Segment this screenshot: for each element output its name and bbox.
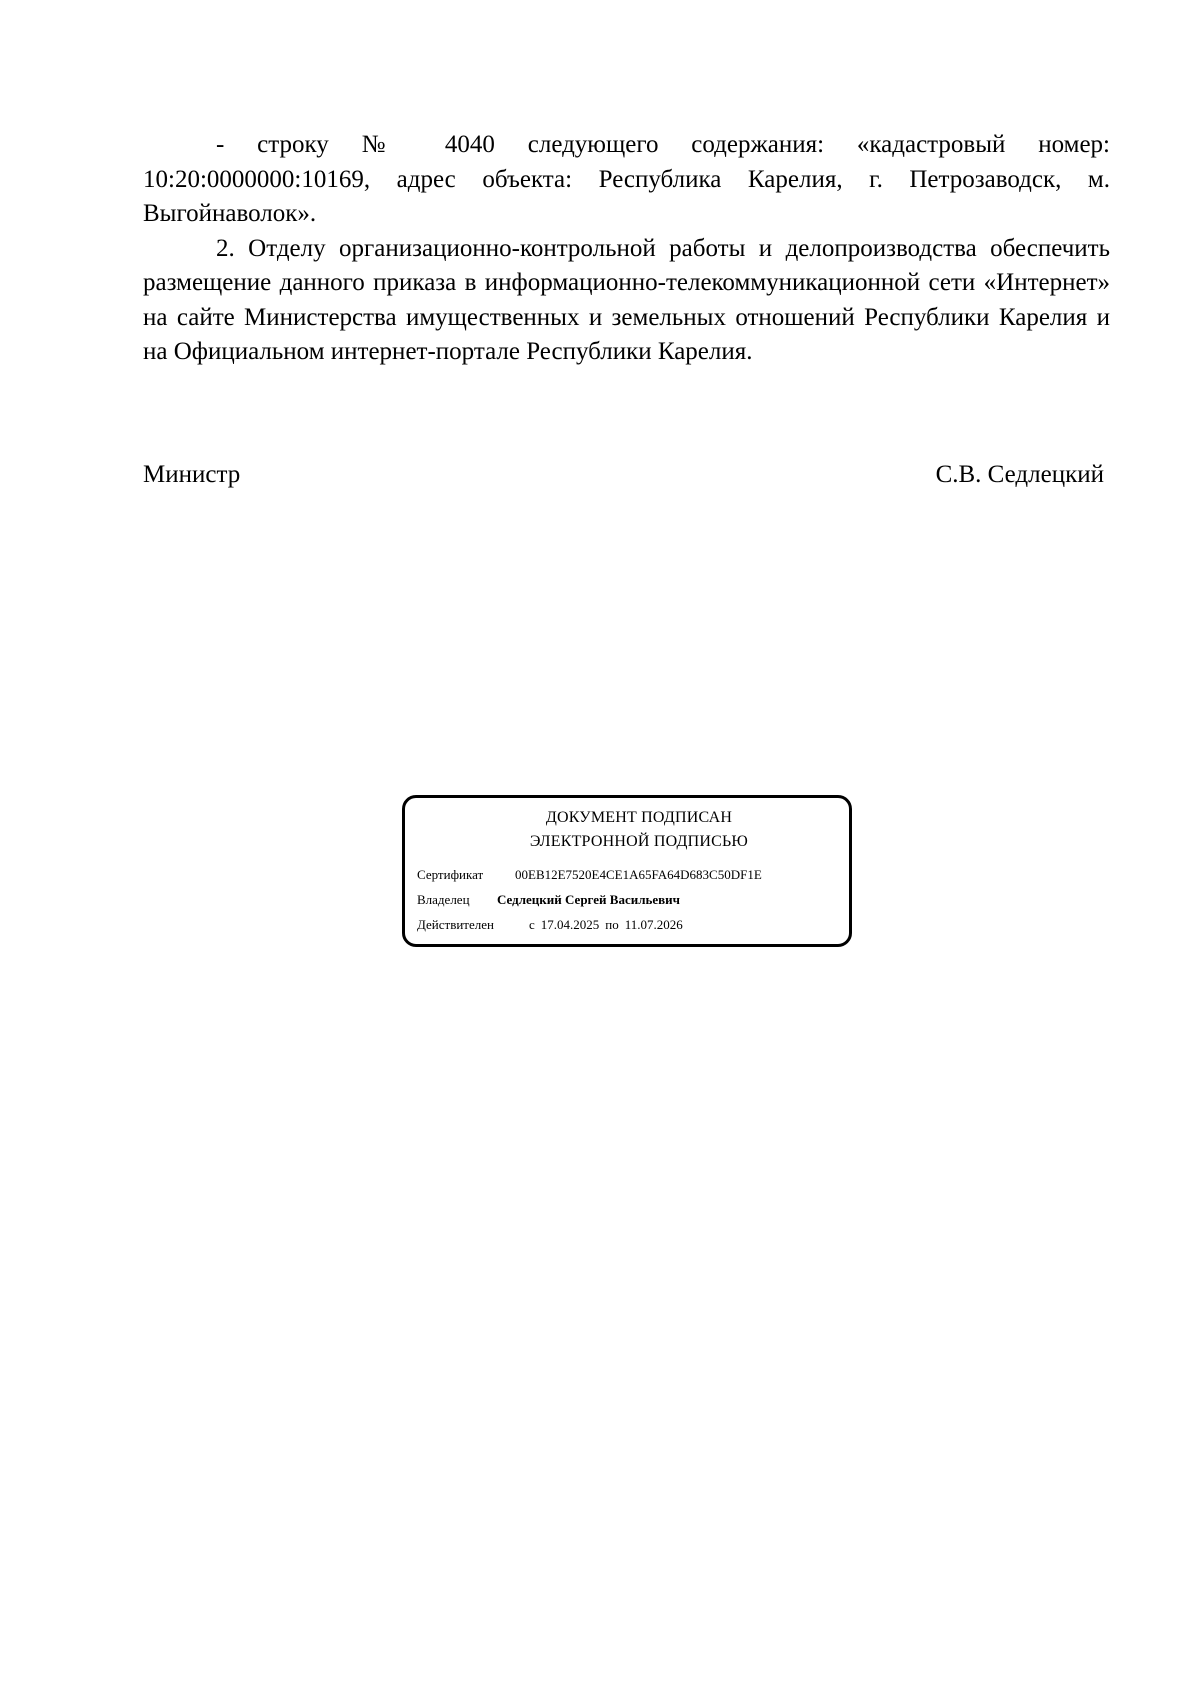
signatory-name: С.В. Седлецкий xyxy=(935,461,1104,488)
stamp-heading-line2: ЭЛЕКТРОННОЙ ПОДПИСЬЮ xyxy=(529,833,749,850)
stamp-certificate-row xyxy=(417,866,762,884)
valid-to-prefix: по xyxy=(605,917,619,932)
certificate-value: 00EB12E7520E4CE1A65FA64D683C50DF1E xyxy=(515,867,762,882)
paragraph-cadastral-line: - строку № 4040 следующего содержания: «кадастровый номер: 10:20:0000000:10169, адрес объекта: Республика Карелия, г. Петрозаводск, м. Выгойнаволок». xyxy=(143,131,1110,227)
valid-from-prefix: с xyxy=(529,917,535,932)
document-body xyxy=(143,128,1110,370)
valid-from-date: 17.04.2025 xyxy=(540,917,600,932)
stamp-heading-line1: ДОКУМЕНТ ПОДПИСАН xyxy=(545,809,733,826)
owner-label: Владелец xyxy=(417,892,470,907)
stamp-validity-row xyxy=(417,916,683,934)
valid-to-date: 11.07.2026 xyxy=(624,917,683,932)
paragraph-publication-order: 2. Отделу организационно-контрольной работы и делопроизводства обеспечить размещение данного приказа в информационно-телекоммуникационной сети «Интернет» на сайте Министерства имущественных и земельных отношений Республики Карелия и на Официальном интернет-портале Республики Карелия. xyxy=(143,234,1110,365)
certificate-label: Сертификат xyxy=(417,867,484,882)
stamp-owner-row xyxy=(417,891,680,909)
signature-block xyxy=(143,457,1110,493)
valid-label: Действителен xyxy=(417,917,494,932)
owner-value: Седлецкий Сергей Васильевич xyxy=(497,892,680,907)
signatory-title: Министр xyxy=(143,461,241,488)
electronic-signature-stamp xyxy=(402,795,852,947)
